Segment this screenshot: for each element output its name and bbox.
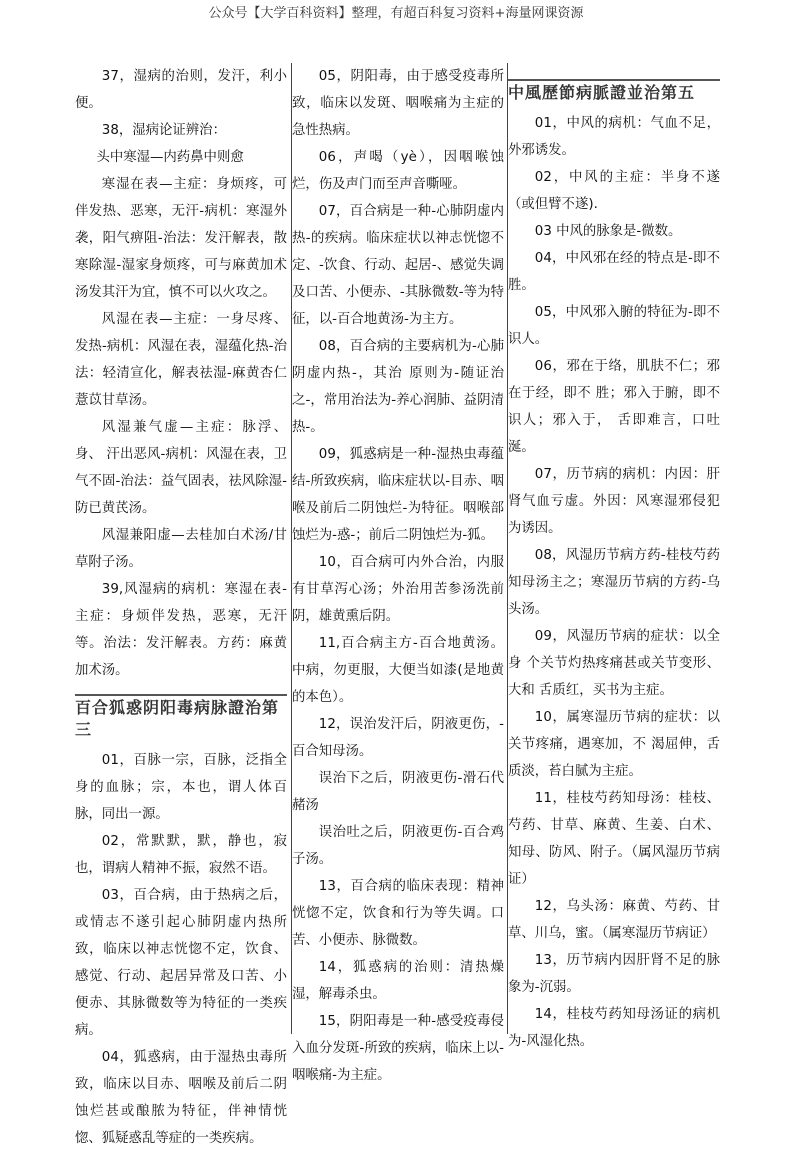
section-title-chapter-5: 中風歷節病脈證並治第五 xyxy=(508,79,720,104)
paragraph: 08，风湿历节病方药-桂枝芍药知母汤主之；寒湿历节病的方药-乌头汤。 xyxy=(508,548,720,617)
paragraph: 13，百合病的临床表现：精神恍惚不定，饮食和行为等失调。口苦、小便赤、脉微数。 xyxy=(292,879,504,948)
paragraph: 头中寒湿—内药鼻中则愈 xyxy=(96,150,244,165)
paragraph: 04，中风邪在经的特点是-即不 胜。 xyxy=(508,251,720,293)
section-title-chapter-3: 百合狐惑阴阳毒病脉證治第三 xyxy=(75,694,287,741)
paragraph: 02，常默默，默，静也，寂也，谓病人精神不振，寂然不语。 xyxy=(75,834,287,876)
paragraph: 09，狐惑病是一种-湿热虫毒蕴结-所致疾病，临床症状以-目赤、咽喉及前后二阴蚀烂-为特征。咽喉部蚀烂为-惑-；前后二阴蚀烂为-狐。 xyxy=(292,447,504,543)
paragraph: 09，风湿历节病的症状：以全身 个关节灼热疼痛甚或关节变形、大和 舌质红，买书为主症。 xyxy=(508,629,720,698)
paragraph: 07，百合病是一种-心肺阴虚内热-的疾病。临床症状以神志恍惚不定、-饮食、行动、起居-、感觉失调及口苦、小便赤、-其脉微数-等为特征，以-百合地黄汤-为主方。 xyxy=(292,204,504,327)
paragraph: 风湿兼阳虚—去桂加白术汤/甘草附子汤。 xyxy=(75,528,287,570)
column-2 xyxy=(291,63,504,1083)
paragraph: 37，湿病的治则，发汗，利小便。 xyxy=(75,69,287,111)
paragraph: 39,风湿病的病机：寒湿在表-主症：身烦伴发热，恶寒，无汗等。治法：发汗解表。方药：麻黄加术汤。 xyxy=(75,582,287,678)
paragraph: 03 中风的脉象是-微数。 xyxy=(534,224,682,239)
paragraph: 11，桂枝芍药知母汤：桂枝、芍药、甘草、麻黄、生姜、白术、知母、防风、附子。（属风湿历节病证） xyxy=(508,791,720,887)
paragraph: 01，中风的病机：气血不足，外邪诱发。 xyxy=(508,116,720,158)
column-3 xyxy=(507,63,720,1049)
paragraph: 13，历节病内因肝肾不足的脉象为-沉弱。 xyxy=(508,953,720,995)
paragraph: 02，中风的主症：半身不遂（或但臂不遂). xyxy=(508,170,720,212)
paragraph: 05，中风邪入腑的特征为-即不识人。 xyxy=(508,305,720,347)
paragraph: 误治下之后，阴液更伤-滑石代赭汤 xyxy=(292,771,504,813)
paragraph: 05，阴阳毒，由于感受疫毒所致，临床以发斑、咽喉痛为主症的急性热病。 xyxy=(292,69,504,138)
paragraph: 误治吐之后，阴液更伤-百合鸡子汤。 xyxy=(292,825,504,867)
paragraph: 01，百脉一宗，百脉，泛指全身的血脉；宗，本也，谓人体百脉，同出一源。 xyxy=(75,753,287,822)
paragraph: 04，狐惑病，由于湿热虫毒所致，临床以目赤、咽喉及前后二阴蚀烂甚或酿脓为特征，伴神情恍惚、狐疑惑乱等症的一类疾病。 xyxy=(75,1050,287,1146)
paragraph: 风湿兼气虚—主症：脉浮、身、 汗出恶风-病机：风湿在表，卫气不固-治法：益气固表，祛风除湿-防已黄芪汤。 xyxy=(75,420,287,516)
paragraph: 15，阴阳毒是一种-感受疫毒侵入血分发斑-所致的疾病，临床上以-咽喉痛-为主症。 xyxy=(292,1014,504,1083)
paragraph: 06，邪在于络，肌肤不仁；邪在于经，即不 胜；邪入于腑，即不识人；邪入于， 舌即难言，口吐涎。 xyxy=(508,359,720,455)
paragraph: 风湿在表—主症：一身尽疼、发热-病机：风湿在表，湿蕴化热-治法：轻清宣化，解表祛湿-麻黄杏仁薏苡甘草汤。 xyxy=(75,312,287,408)
paragraph: 寒湿在表—主症：身烦疼，可伴发热、恶寒，无汗-病机：寒湿外袭，阳气痹阻-治法：发汗解表，散寒除湿-湿家身烦疼，可与麻黄加术汤发其汗为宜，慎不可以火攻之。 xyxy=(75,177,287,300)
paragraph: 11,百合病主方-百合地黄汤。中病，勿更服，大便当如漆(是地黄的本色）。 xyxy=(292,636,504,705)
paragraph: 12，误治发汗后，阴液更伤，-百合知母汤。 xyxy=(292,717,504,759)
paragraph: 06，声喝（yè），因咽喉蚀烂，伤及声门而至声音嘶哑。 xyxy=(292,150,504,192)
paragraph: 07，历节病的病机：内因：肝肾气血亏虚。外因：风寒湿邪侵犯为诱因。 xyxy=(508,467,720,536)
paragraph: 03，百合病，由于热病之后，或情志不遂引起心肺阴虚内热所致，临床以神志恍惚不定，饮食、感觉、行动、起居异常及口苦、小便赤、其脉微数等为特征的一类疾病。 xyxy=(75,888,287,1038)
paragraph: 08，百合病的主要病机为-心肺阴虚内热-，其治 原则为-随证治之-，常用治法为-养心润肺、益阴清热-。 xyxy=(292,339,504,435)
paragraph: 10，百合病可内外合治，内服有甘草泻心汤；外治用苦参汤洗前阴，雄黄熏后阴。 xyxy=(292,555,504,624)
page-header: 公众号【大学百科资料】整理，有超百科复习资料+海量网课资源 xyxy=(208,6,584,21)
paragraph: 12，乌头汤：麻黄、芍药、甘草、川乌，蜜。（属寒湿历节病证） xyxy=(508,899,720,941)
paragraph: 14，狐惑病的治则：清热燥湿，解毒杀虫。 xyxy=(292,960,504,1002)
paragraph: 38，湿病论证辨治： xyxy=(101,123,226,138)
paragraph: 14，桂枝芍药知母汤证的病机为-风湿化热。 xyxy=(508,1007,720,1049)
paragraph: 10，属寒湿历节病的症状：以关节疼痛，遇寒加，不 渴屈伸，舌质淡，苔白腻为主症。 xyxy=(508,710,720,779)
column-1 xyxy=(75,63,287,1146)
